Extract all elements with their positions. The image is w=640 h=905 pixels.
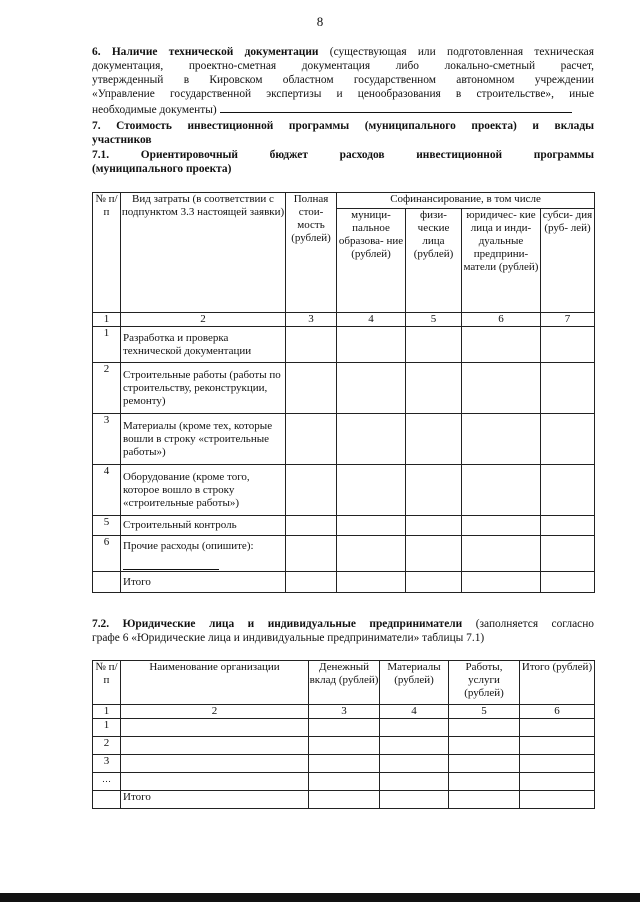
cell-input[interactable] bbox=[380, 773, 449, 791]
cell-input[interactable] bbox=[462, 572, 541, 593]
cell-input[interactable] bbox=[541, 465, 595, 516]
section-7-heading bbox=[92, 119, 594, 147]
cell-input[interactable] bbox=[380, 791, 449, 809]
section-6-line: утвержденный в Кировском областном государственном автономном учреждении bbox=[92, 74, 594, 86]
cell-input[interactable] bbox=[337, 327, 406, 363]
section-6-line: (существующая или подготовленная техническая bbox=[318, 46, 594, 58]
section-6-text bbox=[92, 45, 594, 117]
section-6-line: документация, проектно-сметная документация либо локально-сметный расчет, bbox=[92, 60, 594, 72]
scan-edge-bar bbox=[0, 893, 640, 902]
cell-input[interactable] bbox=[406, 516, 462, 536]
row-number: 3 bbox=[93, 414, 121, 465]
cell-input[interactable] bbox=[309, 791, 380, 809]
cell-input[interactable] bbox=[449, 737, 520, 755]
cell-input[interactable] bbox=[309, 755, 380, 773]
section-7-1-title-end: (муниципального проекта) bbox=[92, 163, 232, 175]
column-number: 4 bbox=[380, 705, 449, 719]
table-row bbox=[93, 465, 595, 516]
table-row bbox=[93, 363, 595, 414]
cell-input[interactable] bbox=[462, 536, 541, 572]
section-7-2-line: (заполняется согласно bbox=[462, 618, 594, 630]
row-number: 2 bbox=[93, 737, 121, 755]
table-row bbox=[93, 516, 595, 536]
cell-input[interactable] bbox=[286, 414, 337, 465]
cell-input[interactable] bbox=[449, 773, 520, 791]
cell-input[interactable] bbox=[286, 363, 337, 414]
row-number: 5 bbox=[93, 516, 121, 536]
total-label: Итого bbox=[121, 572, 286, 593]
column-number: 2 bbox=[121, 313, 286, 327]
row-number: 1 bbox=[93, 719, 121, 737]
cell-input[interactable] bbox=[286, 516, 337, 536]
cell-input[interactable] bbox=[121, 737, 309, 755]
row-number: 6 bbox=[93, 536, 121, 572]
other-expenses-fill-line[interactable] bbox=[123, 569, 219, 570]
cell-input[interactable] bbox=[462, 414, 541, 465]
cell-input[interactable] bbox=[121, 755, 309, 773]
cell-input[interactable] bbox=[286, 536, 337, 572]
header-num: № п/п bbox=[93, 661, 121, 705]
cell-input[interactable] bbox=[337, 414, 406, 465]
cell-input[interactable] bbox=[520, 773, 595, 791]
section-7-1-heading bbox=[92, 148, 594, 176]
cell-input[interactable] bbox=[406, 363, 462, 414]
row-cost-type: Строительные работы (работы по строительству, реконструкции, ремонту) bbox=[121, 363, 286, 414]
cell-input[interactable] bbox=[541, 414, 595, 465]
cell-input[interactable] bbox=[541, 327, 595, 363]
total-row bbox=[93, 791, 595, 809]
cell-input[interactable] bbox=[337, 516, 406, 536]
header-cofinancing: Софинансирование, в том числе bbox=[337, 193, 595, 209]
cell-input[interactable] bbox=[337, 363, 406, 414]
column-number: 5 bbox=[406, 313, 462, 327]
total-row bbox=[93, 572, 595, 593]
header-works-services: Работы, услуги (рублей) bbox=[449, 661, 520, 705]
column-number: 1 bbox=[93, 313, 121, 327]
cell-input[interactable] bbox=[520, 719, 595, 737]
cell-input[interactable] bbox=[462, 327, 541, 363]
cell-input[interactable] bbox=[337, 536, 406, 572]
cell-input[interactable] bbox=[462, 516, 541, 536]
column-number: 3 bbox=[286, 313, 337, 327]
column-number: 6 bbox=[520, 705, 595, 719]
header-cash-contribution: Денежный вклад (рублей) bbox=[309, 661, 380, 705]
cell-input[interactable] bbox=[286, 327, 337, 363]
row-cost-type: Строительный контроль bbox=[121, 516, 286, 536]
column-number: 7 bbox=[541, 313, 595, 327]
header-num: № п/п bbox=[93, 193, 121, 313]
cell-input[interactable] bbox=[449, 719, 520, 737]
column-number: 2 bbox=[121, 705, 309, 719]
header-municipal: муници- пальное образова- ние (рублей) bbox=[337, 209, 406, 313]
table-row bbox=[93, 719, 595, 737]
row-number: 4 bbox=[93, 465, 121, 516]
column-number: 4 bbox=[337, 313, 406, 327]
total-label: Итого bbox=[121, 791, 309, 809]
cell-input[interactable] bbox=[286, 465, 337, 516]
cell-input[interactable] bbox=[520, 791, 595, 809]
header-legal-entities: юридичес- кие лица и инди- дуальные предприни- матели (рублей) bbox=[462, 209, 541, 313]
legal-entities-table bbox=[92, 660, 595, 809]
row-number: 1 bbox=[93, 327, 121, 363]
cell-input[interactable] bbox=[380, 737, 449, 755]
section-7-1-title: 7.1. Ориентировочный бюджет расходов инвестиционной программы bbox=[92, 149, 594, 161]
row-cost-type: Оборудование (кроме того, которое вошло в строку «строительные работы») bbox=[121, 465, 286, 516]
column-number: 5 bbox=[449, 705, 520, 719]
cell-input[interactable] bbox=[121, 773, 309, 791]
cell-input[interactable] bbox=[309, 773, 380, 791]
header-total-cost: Полная стои- мость (рублей) bbox=[286, 193, 337, 313]
row-cost-type: Разработка и проверка технической документации bbox=[121, 327, 286, 363]
header-organization: Наименование организации bbox=[121, 661, 309, 705]
section-6-heading: 6. Наличие технической документации bbox=[92, 46, 319, 58]
row-number: 2 bbox=[93, 363, 121, 414]
column-number: 1 bbox=[93, 705, 121, 719]
section-7-title: 7. Стоимость инвестиционной программы (муниципального проекта) и вклады bbox=[92, 120, 594, 132]
table-row bbox=[93, 737, 595, 755]
cell-input[interactable] bbox=[449, 791, 520, 809]
cell-input[interactable] bbox=[462, 465, 541, 516]
cell-input[interactable] bbox=[286, 572, 337, 593]
cell-input[interactable] bbox=[309, 737, 380, 755]
page-number: 8 bbox=[316, 14, 324, 29]
cell-input[interactable] bbox=[380, 755, 449, 773]
row-number-empty bbox=[93, 572, 121, 593]
header-materials: Материалы (рублей) bbox=[380, 661, 449, 705]
cell-input[interactable] bbox=[337, 572, 406, 593]
cell-input[interactable] bbox=[406, 572, 462, 593]
cell-input[interactable] bbox=[449, 755, 520, 773]
section-7-2-text bbox=[92, 617, 594, 645]
header-subsidy: субси- дия (руб- лей) bbox=[541, 209, 595, 313]
cell-input[interactable] bbox=[520, 755, 595, 773]
header-total: Итого (рублей) bbox=[520, 661, 595, 705]
table-row bbox=[93, 755, 595, 773]
row-number: 3 bbox=[93, 755, 121, 773]
section-6-line: необходимые документы) bbox=[92, 104, 217, 116]
cell-input[interactable] bbox=[541, 363, 595, 414]
cell-input[interactable] bbox=[520, 737, 595, 755]
cell-input[interactable] bbox=[541, 572, 595, 593]
cell-input[interactable] bbox=[406, 414, 462, 465]
cell-input[interactable] bbox=[380, 719, 449, 737]
row-number-empty bbox=[93, 791, 121, 809]
row-cost-type: Прочие расходы (опишите): bbox=[123, 540, 254, 552]
column-number: 6 bbox=[462, 313, 541, 327]
cell-input[interactable] bbox=[462, 363, 541, 414]
cell-input[interactable] bbox=[541, 516, 595, 536]
cell-input[interactable] bbox=[406, 327, 462, 363]
column-number-row bbox=[93, 313, 595, 327]
column-number: 3 bbox=[309, 705, 380, 719]
budget-table bbox=[92, 192, 595, 593]
row-ellipsis: … bbox=[93, 773, 121, 791]
documents-fill-line[interactable] bbox=[220, 101, 572, 113]
row-cost-type: Материалы (кроме тех, которые вошли в строку «строительные работы») bbox=[121, 414, 286, 465]
cell-input[interactable] bbox=[406, 465, 462, 516]
cell-input[interactable] bbox=[406, 536, 462, 572]
cell-input[interactable] bbox=[121, 719, 309, 737]
section-7-2-heading: 7.2. Юридические лица и индивидуальные предприниматели bbox=[92, 618, 463, 630]
header-cost-type: Вид затраты (в соответствии с подпунктом 3.3 настоящей заявки) bbox=[121, 193, 286, 313]
section-7-2-line: графе 6 «Юридические лица и индивидуальные предприниматели» таблицы 7.1) bbox=[92, 632, 485, 644]
section-6-line: «Управление государственной экспертизы и ценообразования в строительстве», иные bbox=[92, 88, 594, 100]
table-row bbox=[93, 536, 595, 572]
table-row bbox=[93, 773, 595, 791]
section-7-title-end: участников bbox=[92, 134, 152, 146]
header-individuals: физи- ческие лица (рублей) bbox=[406, 209, 462, 313]
cell-input[interactable] bbox=[337, 465, 406, 516]
cell-input[interactable] bbox=[541, 536, 595, 572]
column-number-row bbox=[93, 705, 595, 719]
table-row bbox=[93, 414, 595, 465]
cell-input[interactable] bbox=[309, 719, 380, 737]
table-row bbox=[93, 327, 595, 363]
